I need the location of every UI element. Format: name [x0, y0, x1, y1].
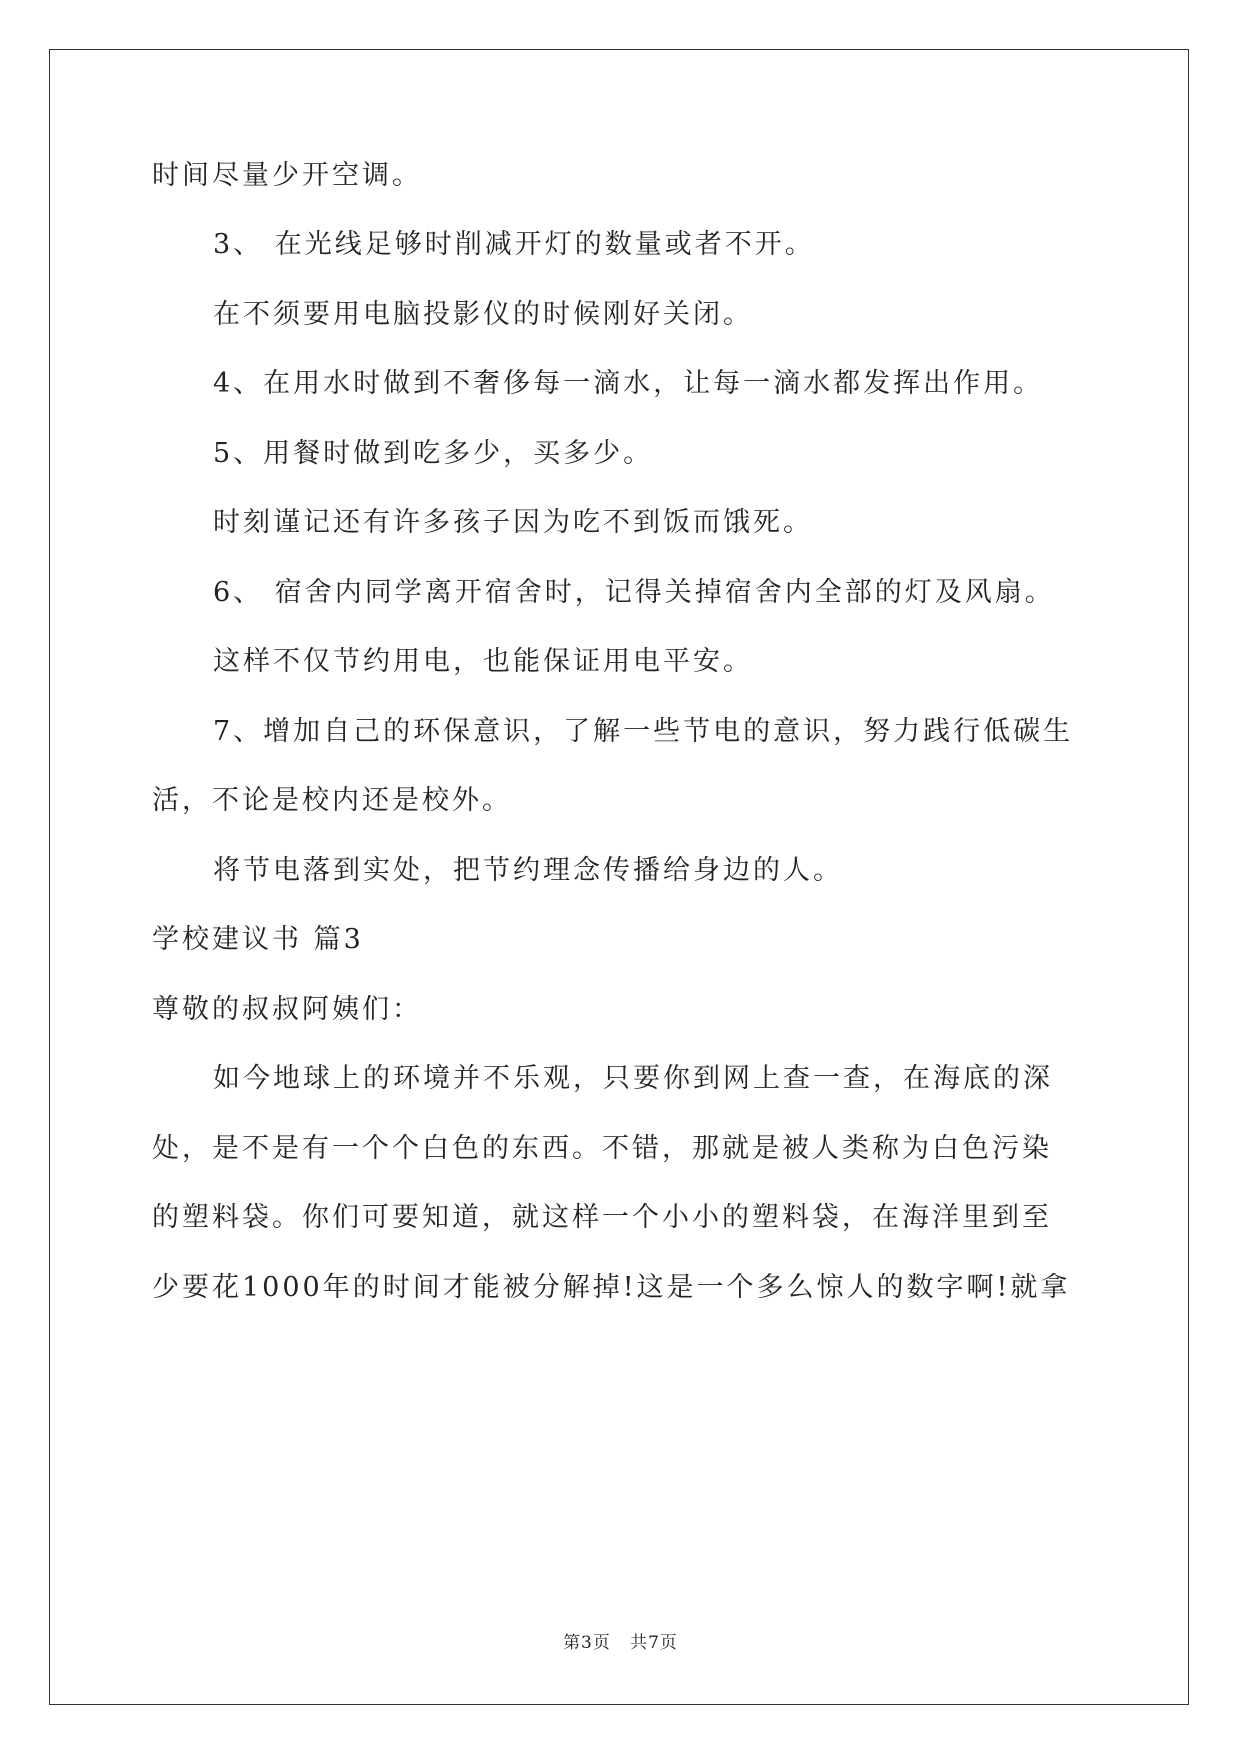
text-line: 少要花1000年的时间才能被分解掉!这是一个多么惊人的数字啊!就拿 — [152, 1272, 1071, 1303]
text-line: 将节电落到实处，把节约理念传播给身边的人。 — [213, 855, 843, 886]
text-line: 5、用餐时做到吃多少，买多少。 — [213, 438, 654, 469]
text-line: 3、 在光线足够时削减开灯的数量或者不开。 — [213, 229, 815, 260]
text-line: 时刻谨记还有许多孩子因为吃不到饭而饿死。 — [213, 507, 813, 538]
text-line: 处，是不是有一个个白色的东西。不错，那就是被人类称为白色污染 — [152, 1133, 1052, 1164]
text-line: 活，不论是校内还是校外。 — [152, 785, 512, 816]
text-line: 时间尽量少开空调。 — [152, 160, 422, 191]
text-line: 的塑料袋。你们可要知道，就这样一个小小的塑料袋，在海洋里到至 — [152, 1202, 1052, 1233]
text-line: 如今地球上的环境并不乐观，只要你到网上查一查，在海底的深 — [213, 1063, 1053, 1094]
page-footer — [0, 1628, 1241, 1653]
text-line: 在不须要用电脑投影仪的时候刚好关闭。 — [213, 299, 753, 330]
text-line: 7、增加自己的环保意识，了解一些节电的意识，努力践行低碳生 — [213, 716, 1074, 747]
page-number: 第3页 — [563, 1633, 611, 1653]
text-line: 6、 宿舍内同学离开宿舍时，记得关掉宿舍内全部的灯及风扇。 — [213, 577, 1055, 608]
section-heading: 学校建议书 篇3 — [152, 924, 364, 955]
page-total: 共7页 — [630, 1633, 678, 1653]
text-line: 这样不仅节约用电，也能保证用电平安。 — [213, 646, 753, 677]
salutation: 尊敬的叔叔阿姨们： — [152, 994, 422, 1025]
text-line: 4、在用水时做到不奢侈每一滴水，让每一滴水都发挥出作用。 — [213, 368, 1044, 399]
